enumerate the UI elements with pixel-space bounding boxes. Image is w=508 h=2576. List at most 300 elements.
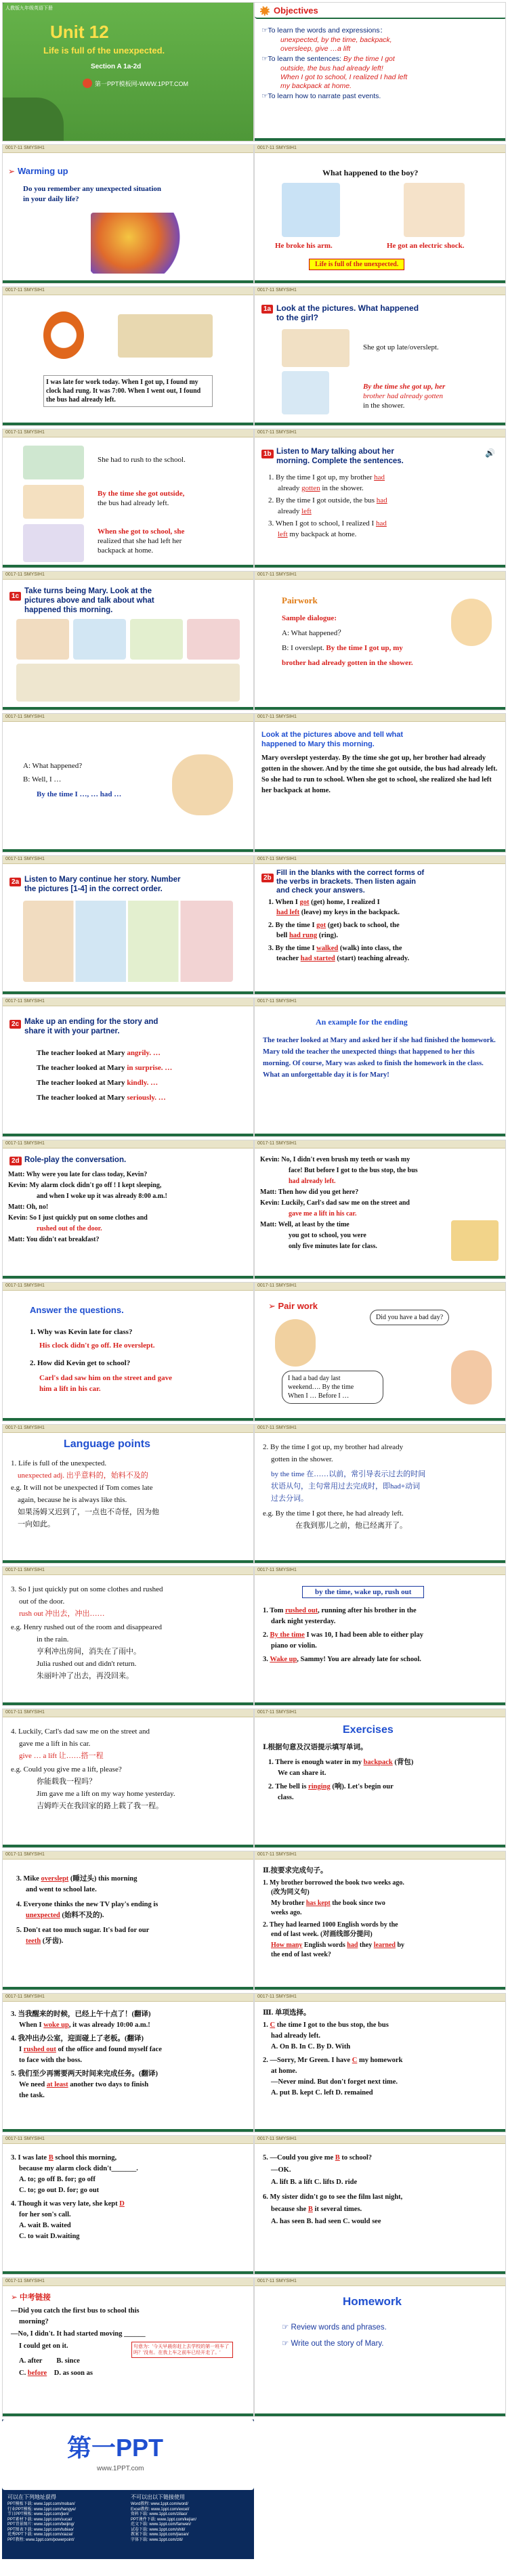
mc-1-options: A. On B. In C. By D. With [271, 2043, 351, 2051]
story-pictures [23, 901, 233, 982]
slide-warming-up[interactable] [2, 144, 254, 284]
slide-footer [3, 1276, 253, 1279]
answer-2a: Carl's dad saw him on the street and gave [39, 1374, 172, 1382]
slide-bar: 0017-11 SMYSIH1 [3, 2278, 253, 2286]
question-2: 2. How did Kevin get to school? [30, 1359, 131, 1367]
explanation-note: 句意为：'今天早晨你赶上去学校的第一班车了吗？'没有。在我上车之前车已经开走了。' [131, 2342, 233, 2358]
slide-sentences[interactable] [254, 1851, 506, 1990]
slide-footer [255, 1987, 505, 1990]
warming-question-1: Do you remember any unexpected situation [23, 185, 162, 193]
picture-3 [130, 619, 183, 660]
ro-6: 亨利冲出房间，消失在了雨中。 [37, 1648, 141, 1656]
credits-col2-head: 不可以出以下链接使用 [131, 2494, 185, 2500]
slide-title[interactable] [2, 2, 254, 142]
slide-bar: 0017-11 SMYSIH1 [255, 1140, 505, 1149]
slide-bar: 0017-11 SMYSIH1 [255, 856, 505, 864]
slide-bar: 0017-11 SMYSIH1 [3, 2136, 253, 2144]
mc-4: 4. Though it was very late, she kept D [11, 2200, 125, 2208]
exercises-title: Exercises [343, 1724, 394, 1736]
bt-4: 状语从句，主句常用过去完成时，即had+动词 [271, 1482, 421, 1490]
illustration-image [91, 213, 186, 274]
mc-3-options-2: C. to; go out D. for; go out [19, 2187, 100, 2194]
conv-15: you got to school, you were [289, 1232, 366, 1239]
objective-narrate: ☞To learn how to narrate past events. [261, 92, 381, 100]
slide-footer [255, 1276, 505, 1279]
slide-footer [3, 1845, 253, 1847]
example-paragraph: The teacher looked at Mary and asked her if she had finished the homework. Mary told the teacher the unexpected things that happened to her this morning. Of course, Mary was asked to finish the homework in the class. What an unforgettable day it is for Mary! [263, 1037, 496, 1079]
slide-multiple-choice[interactable] [254, 1993, 506, 2132]
mc-1: 1. C the time I got to the bus stop, the bus [263, 2021, 389, 2029]
mc-4-options-2: C. to wait D.waiting [19, 2233, 80, 2240]
slide-footer [255, 1845, 505, 1847]
gl-7: 吉姆昨天在我回家的路上载了我一程。 [37, 1802, 163, 1810]
slide-footer [3, 1702, 253, 1705]
site-logo: 第一PPT模板网-WWW.1PPT.COM [95, 81, 188, 87]
sample-dialogue-label: Sample dialogue: [282, 614, 337, 622]
slide-bar: 0017-11 SMYSIH1 [255, 1851, 505, 1860]
slide-footer [255, 280, 505, 283]
tag-2a: 2a [9, 878, 21, 886]
mc-5b: —OK. [271, 2166, 291, 2174]
conv-4: Matt: Oh, no! [8, 1203, 49, 1211]
conv-14: Matt: Well, at least by the time [260, 1221, 350, 1228]
tag-2d: 2d [9, 1157, 22, 1165]
ro-1: 3. So I just quickly put on some clothes and rushed [11, 1585, 163, 1593]
lp-2: unexpected adj. 出乎意料的，始料不及的 [18, 1472, 148, 1480]
mc-4b: for her son's call. [19, 2211, 71, 2218]
slide-phrase-fill[interactable] [254, 1566, 506, 1706]
slide-footer [255, 2271, 505, 2274]
gl-4: e.g. Could you give me a lift, please? [11, 1765, 122, 1774]
blank-1: 1. When I got (get) home, I realized I [268, 899, 380, 906]
credits-list-1: PPT模板下载: www.1ppt.com/moban/ 行业PPT模板: www.1ppt.com/hangye/ 节日PPT模板: www.1ppt.com/jieri/ PPT素材下载: www.1ppt.com/sucai/ PPT背景图片: www.1ppt.com/beijing/ PPT图表下载: www.1ppt.com/tubiao/ 优秀PPT下载: www.1ppt.com/xiazai/ PPT教程: www.1ppt.com/powerpoint/ [7, 2502, 77, 2542]
frame-b: B: Well, I … [23, 775, 62, 783]
answer-overslept: She got up late/overslept. [363, 343, 439, 351]
picture-1 [16, 619, 69, 660]
task-1a-title-2: to the girl? [276, 313, 318, 322]
slide-what-happened[interactable] [254, 144, 506, 284]
frame-a: A: What happened? [23, 762, 83, 770]
mc-5-options: A. lift B. a lift C. lifts D. ride [271, 2178, 358, 2186]
slide-footer [255, 1134, 505, 1136]
ending-3: The teacher looked at Mary kindly. … [37, 1079, 158, 1087]
el-4: I could get on it. [19, 2342, 68, 2350]
mc-2: 2. —Sorry, Mr Green. I have C my homework [263, 2057, 403, 2064]
objective-words: ☞To learn the words and expressions： [261, 26, 387, 35]
el-opt-1: A. after B. since [19, 2357, 80, 2365]
slide-2c[interactable] [2, 997, 254, 1137]
slide-footer [255, 991, 505, 994]
picture-row [16, 664, 240, 702]
blank-1b: had left (leave) my keys in the backpack. [276, 909, 400, 916]
conv-3: and when I woke up it was already 8:00 a.m.! [37, 1193, 167, 1200]
slide-bar: 0017-11 SMYSIH1 [3, 429, 253, 437]
objectives-title: Objectives [274, 5, 318, 16]
slide-answer-questions[interactable] [2, 1282, 254, 1421]
answer-1: His clock didn't go off. He overslept. [39, 1341, 155, 1350]
girl-image [451, 1350, 492, 1404]
el-3: —No, I didn't. It had started moving ______ [11, 2330, 146, 2338]
slide-bar: 0017-11 SMYSIH1 [3, 856, 253, 864]
mc-6-options: A. has seen B. had seen C. would see [271, 2218, 381, 2225]
slide-pair-work[interactable] [254, 1282, 506, 1421]
tell-title-2: happened to Mary this morning. [261, 740, 375, 748]
mc-6b: because she B it several times. [271, 2206, 362, 2213]
slide-bar: 0017-11 SMYSIH1 [3, 1994, 253, 2002]
classroom-image [23, 524, 84, 562]
unit-title: Unit 12 [50, 22, 109, 42]
alarm-clock-image [43, 312, 84, 359]
section-label: Section A 1a-2d [91, 63, 142, 70]
slide-late-for-work[interactable] [2, 286, 254, 426]
pf-3: 3. Wake up, Sammy! You are already late for school. [263, 1656, 421, 1663]
slide-bar: 0017-11 SMYSIH1 [255, 1994, 505, 2002]
electric-shock-image [404, 183, 465, 237]
homework-title: Homework [343, 2295, 402, 2308]
slide-bar: 0017-11 SMYSIH1 [255, 145, 505, 153]
mc-3-options-1: A. to; go off B. for; go off [19, 2176, 96, 2183]
sent-1: 1. My brother borrowed the book two weeks ago. [263, 1879, 404, 1887]
conv-2: Kevin: My alarm clock didn't go off ! I kept sleeping, [8, 1182, 162, 1189]
task-1c-title-1: Take turns being Mary. Look at the [24, 587, 152, 595]
tr-3b: the task. [19, 2092, 45, 2099]
bus-image [118, 314, 213, 358]
bus-left-image [23, 485, 84, 519]
ex-3b: and went to school late. [26, 1886, 97, 1893]
boy-image [275, 1319, 316, 1367]
homework-2: ☞ Write out the story of Mary. [282, 2340, 384, 2348]
fill-2b: already left [278, 507, 312, 515]
slide-bar: 0017-11 SMYSIH1 [255, 1425, 505, 1433]
slide-bar: 0017-11 SMYSIH1 [3, 1283, 253, 1291]
tr-2b: to face with the boss. [19, 2057, 83, 2064]
bubble-question: Did you have a bad day? [370, 1310, 449, 1325]
tr-3a: We need at least another two days to finish [19, 2081, 149, 2088]
ro-3: rush out 冲出去，冲出…… [19, 1610, 105, 1618]
slide-translate[interactable] [2, 1993, 254, 2132]
slide-credits[interactable] [2, 2420, 254, 2559]
slide-bar: 0017-11 SMYSIH1 [3, 1140, 253, 1149]
mc-3: 3. I was late B school this morning, [11, 2154, 117, 2162]
tr-3: 5. 我们至少再需要两天时间来完成任务。(翻译) [11, 2070, 158, 2078]
language-points-title: Language points [64, 1438, 150, 1450]
picture-4 [187, 619, 240, 660]
bubble-answer: I had a bad day last weekend…. By the time When I … Before I … [282, 1371, 383, 1404]
answer-broke-arm: He broke his arm. [275, 242, 333, 250]
slide-by-the-time[interactable] [254, 1424, 506, 1564]
slide-bar: 0017-11 SMYSIH1 [3, 714, 253, 722]
blank-2: 2. By the time I got (get) back to school, the [268, 922, 400, 929]
sent-1b: (改为同义句) [271, 1889, 310, 1896]
slide-pairwork[interactable] [254, 571, 506, 710]
school-line-3: backpack at home. [98, 546, 154, 555]
slide-bar: 0017-11 SMYSIH1 [3, 1709, 253, 1717]
slide-2b[interactable] [254, 855, 506, 995]
mc-1b: had already left. [271, 2032, 321, 2040]
objective-sentence-3: my backpack at home. [280, 82, 352, 90]
slide-bar: 0017-11 SMYSIH1 [255, 1709, 505, 1717]
fill-3b: left my backpack at home. [278, 530, 357, 538]
arrow-icon: ➢ [8, 167, 16, 176]
gear-icon [260, 6, 270, 16]
slide-2d-cont[interactable] [254, 1140, 506, 1279]
slide-bar: 0017-11 SMYSIH1 [255, 2136, 505, 2144]
pf-2b: piano or violin. [271, 1642, 317, 1650]
task-2c-title-2: share it with your partner. [24, 1027, 120, 1035]
ex-4b: unexpected (始料不及的). [26, 1912, 104, 1919]
lp-5: 如果汤姆又迟到了，一点也不奇怪，因为他 [18, 1508, 159, 1516]
slide-footer [3, 991, 253, 994]
slide-footer [3, 2271, 253, 2274]
bt-6: e.g. By the time I got there, he had already left. [263, 1509, 404, 1518]
task-2a-title-1: Listen to Mary continue her story. Number [24, 876, 181, 884]
ex-2: 2. The bell is ringing (响). Let's begin our [268, 1783, 394, 1790]
girl-bed-image [282, 329, 350, 367]
pf-2: 2. By the time I was 10, I had been able to either play [263, 1631, 423, 1639]
slide-footer [3, 1134, 253, 1136]
task-1b-title-2: morning. Complete the sentences. [276, 457, 404, 465]
bt-2: gotten in the shower. [271, 1455, 333, 1463]
pair-work-title: ➢ Pair work [268, 1301, 318, 1311]
answer-title: Answer the questions. [30, 1305, 124, 1315]
bus-line-1: By the time she got outside, [98, 490, 185, 498]
slide-bar: 0017-11 SMYSIH1 [255, 1567, 505, 1575]
ro-4: e.g. Henry rushed out of the room and disappeared [11, 1623, 162, 1631]
slide-dialogue-frame[interactable] [2, 713, 254, 853]
exam-link-title: ➢ 中考链接 [11, 2294, 51, 2302]
slide-footer [3, 280, 253, 283]
slide-bar: 0017-11 SMYSIH1 [3, 287, 253, 295]
slide-language-points[interactable] [2, 1424, 254, 1564]
slide-2a[interactable] [2, 855, 254, 995]
gl-2: gave me a lift in his car. [19, 1740, 91, 1748]
slide-footer [3, 1418, 253, 1421]
slide-multiple-choice-3[interactable] [254, 2135, 506, 2275]
ppt-site: www.1PPT.com [97, 2465, 144, 2472]
tr-2a: I rushed out of the office and found myself face [19, 2046, 162, 2053]
students-image [172, 754, 233, 815]
task-2c-title-1: Make up an ending for the story and [24, 1018, 158, 1026]
mc-2-options: A. put B. kept C. left D. remained [271, 2089, 373, 2097]
slide-1c[interactable] [2, 571, 254, 710]
tr-2: 4. 我冲出办公室，迎面碰上了老板。(翻译) [11, 2035, 144, 2042]
objective-sentence-1: outside, the bus had already left! [280, 64, 383, 72]
slide-bar: 0017-11 SMYSIH1 [3, 998, 253, 1006]
slide-example-ending[interactable] [254, 997, 506, 1137]
slide-footer [3, 849, 253, 852]
slide-footer [3, 1987, 253, 1990]
ppt-logo: 第一PPT [67, 2434, 164, 2462]
el-opt-2: C. before D. as soon as [19, 2369, 93, 2377]
example-title: An example for the ending [316, 1017, 408, 1027]
bt-5: 过去分词。 [271, 1495, 308, 1503]
mc-6: 6. My sister didn't go to see the film last night, [263, 2193, 403, 2201]
answer-line-3: in the shower. [363, 402, 405, 410]
slide-bar: 0017-11 SMYSIH1 [3, 1425, 253, 1433]
blank-3: 3. By the time I walked (walk) into class, the [268, 945, 402, 952]
theme-box: Life is full of the unexpected. [309, 259, 404, 270]
objective-sentences: ☞To learn the sentences: By the time I got [261, 55, 395, 63]
conv-1: Matt: Why were you late for class today, Kevin? [8, 1171, 148, 1178]
mc-section: Ⅲ. 单项选择。 [263, 2009, 311, 2017]
slide-1b[interactable] [254, 429, 506, 568]
logo-icon [83, 79, 92, 88]
slide-give-a-lift[interactable] [2, 1709, 254, 1848]
sent-2: 2. They had learned 1000 English words by the [263, 1921, 398, 1929]
sent-section: Ⅱ.按要求完成句子。 [263, 1867, 328, 1874]
slide-exercises[interactable] [254, 1709, 506, 1848]
warming-question-2: in your daily life? [23, 195, 79, 203]
blank-2b: bell had rung (ring). [276, 932, 339, 939]
task-2b-title-3: and check your answers. [276, 886, 365, 895]
lp-4: again, because he is always like this. [18, 1496, 127, 1504]
dialogue-a: A: What happened？ [282, 629, 345, 637]
slide-exam-link[interactable] [2, 2277, 254, 2417]
slide-rush-out[interactable] [2, 1566, 254, 1706]
ending-2: The teacher looked at Mary in surprise. … [37, 1064, 173, 1072]
rush-line: She had to rush to the school. [98, 456, 186, 464]
slide-bar: 0017-11 SMYSIH1 [255, 429, 505, 437]
slide-bar: 0017-11 SMYSIH1 [255, 1283, 505, 1291]
ro-2: out of the door. [19, 1597, 65, 1606]
credits-col1-head: 可以在下列地址获得 [7, 2494, 56, 2500]
phrase-box: by the time, wake up, rush out [302, 1586, 424, 1598]
slide-bar: 0017-11 SMYSIH1 [255, 998, 505, 1006]
slide-footer [255, 565, 505, 567]
pairwork-title: Pairwork [282, 595, 318, 605]
ro-7: Julia rushed out and didn't return. [37, 1660, 137, 1668]
tag-1c: 1c [9, 592, 21, 601]
conv-7: Matt: You didn't eat breakfast? [8, 1236, 100, 1243]
el-2: morning? [19, 2318, 49, 2325]
slide-footer [255, 1560, 505, 1563]
ro-5: in the rain. [37, 1635, 69, 1644]
objective-words-list-2: oversleep, give …a lift [280, 45, 351, 53]
conv-11: Matt: Then how did you get here? [260, 1188, 359, 1196]
ex-2b: class. [278, 1794, 294, 1801]
conv-16: only five minutes late for class. [289, 1243, 377, 1250]
slide-footer [3, 1560, 253, 1563]
el-1: —Did you catch the first bus to school this [11, 2307, 140, 2315]
slide-exercises-2[interactable] [2, 1851, 254, 1990]
task-2a-title-2: the pictures [1-4] in the correct order. [24, 885, 163, 893]
slide-homework[interactable] [254, 2277, 506, 2417]
ex-5: 5. Don't eat too much sugar. It's bad for our [16, 1927, 150, 1934]
blank-3b: teacher had started (start) teaching already. [276, 955, 410, 962]
slide-footer [255, 1418, 505, 1421]
fill-1: 1. By the time I got up, my brother had [268, 473, 385, 481]
picture-2 [73, 619, 126, 660]
slide-multiple-choice-2[interactable] [2, 2135, 254, 2275]
school-line-2: realized that she had left her [98, 537, 182, 545]
conv-8: Kevin: No, I didn't even brush my teeth or wash my [260, 1156, 410, 1163]
answer-line-2: brother had already gotten [363, 392, 444, 400]
pf-1: 1. Tom rushed out, running after his brother in the [263, 1607, 417, 1614]
slide-bar: 0017-11 SMYSIH1 [3, 572, 253, 580]
ex-section-1: Ⅰ.根据句意及汉语提示填写单词。 [263, 1744, 368, 1751]
conv-6: rushed out of the door. [37, 1225, 102, 1232]
fill-1b: already gotten in the shower. [278, 484, 364, 492]
ex-3: 3. Mike overslept (睡过头) this morning [16, 1875, 137, 1883]
mc-2c: —Never mind. But don't forget next time. [271, 2078, 398, 2086]
objective-sentence-2: When I got to school, I realized I had left [280, 73, 408, 81]
slide-1a[interactable] [254, 286, 506, 426]
slide-footer [255, 423, 505, 425]
ro-8: 朱丽叶冲了出去，再没回来。 [37, 1672, 133, 1680]
sent-2c: How many English words had they learned by [271, 1941, 405, 1949]
task-1c-title-2: pictures above and talk about what [24, 597, 154, 605]
tag-2b: 2b [261, 874, 274, 882]
ending-1: The teacher looked at Mary angrily. … [37, 1049, 161, 1057]
slide-rush[interactable] [2, 429, 254, 568]
sent-1d: weeks ago. [271, 1909, 302, 1916]
mc-4-options-1: A. wait B. waited [19, 2222, 71, 2229]
slide-bar: 0017-11 SMYSIH1 [3, 1851, 253, 1860]
slide-2d[interactable] [2, 1140, 254, 1279]
bt-3: by the time 在……以前，常引导表示过去的时间 [271, 1470, 426, 1478]
task-1a-title-1: Look at the pictures. What happened [276, 303, 419, 313]
tag-1b: 1b [261, 450, 274, 458]
slide-objectives[interactable] [254, 2, 506, 142]
mc-2b: at home. [271, 2067, 297, 2075]
late-story-text: I was late for work today. When I got up, I found my clock had rung. It was 7:00. When I went out, I found the bus had already left. [43, 375, 213, 407]
question-1: 1. Why was Kevin late for class? [30, 1328, 133, 1336]
answer-electric-shock: He got an electric shock. [387, 242, 465, 250]
ex-5b: teeth (牙齿). [26, 1937, 64, 1945]
mc-5: 5. —Could you give me B to school? [263, 2154, 373, 2162]
speaker-icon[interactable]: 🔊 [485, 448, 495, 458]
lp-3: e.g. It will not be unexpected if Tom comes late [11, 1484, 153, 1492]
slide-bar: 0017-11 SMYSIH1 [255, 714, 505, 722]
broken-arm-image [282, 183, 340, 237]
sent-1c: My brother has kept the book since two [271, 1899, 385, 1907]
mc-3b: because my alarm clock didn't_______. [19, 2165, 138, 2172]
school-bus-image [451, 1220, 499, 1261]
kids-image [451, 599, 492, 646]
lp-6: 一向如此。 [18, 1520, 55, 1528]
slide-footer [3, 423, 253, 425]
slide-footer [255, 2413, 505, 2416]
task-2b-title-2: the verbs in brackets. Then listen again [276, 878, 417, 886]
slide-footer [255, 707, 505, 710]
slide-bar: 0017-11 SMYSIH1 [3, 1567, 253, 1575]
credits-list-2: Word教程: www.1ppt.com/word/ Excel教程: www.1ppt.com/excel/ 资料下载: www.1ppt.com/ziliao/ PPT课件下载: www.1ppt.com/kejian/ 范文下载: www.1ppt.com/fanwen/ 试卷下载: www.1ppt.com/shiti/ 教案下载: www.1ppt.com/jiaoan/ 字体下载: www.1ppt.com/ziti/ [131, 2502, 197, 2542]
dialogue-b2: brother had already gotten in the shower. [282, 659, 413, 667]
slide-footer [3, 707, 253, 710]
homework-1: ☞ Review words and phrases. [282, 2323, 387, 2332]
warming-up-title: Warming up [18, 166, 68, 176]
slide-bar: 0017-11 SMYSIH1 [255, 572, 505, 580]
frame-c: By the time I …, … had … [37, 790, 122, 798]
task-2d-title: Role-play the conversation. [24, 1156, 127, 1164]
ending-4: The teacher looked at Mary seriously. … [37, 1094, 166, 1102]
bus-line-2: the bus had already left. [98, 499, 169, 507]
slide-tell-story[interactable] [254, 713, 506, 853]
slide-footer [255, 2129, 505, 2132]
objective-words-list-1: unexpected, by the time, backpack, [280, 36, 392, 44]
rushing-image [23, 446, 84, 479]
ex-1b: We can share it. [278, 1769, 326, 1777]
task-1b-title-1: Listen to Mary talking about her [276, 448, 394, 456]
lp-1: 1. Life is full of the unexpected. [11, 1459, 107, 1467]
slide-footer [255, 1702, 505, 1705]
story-paragraph: Mary overslept yesterday. By the time she got up, her brother had already gotten in the shower. And by the time she got outside, the bus had already left. So she had to run to school. When she got to school, she realized she had left her backpack at home. [261, 754, 498, 794]
pf-1b: dark night yesterday. [271, 1618, 336, 1625]
gl-5: 你能载我一程吗？ [37, 1778, 96, 1786]
gl-6: Jim gave me a lift on my way home yesterday. [37, 1790, 175, 1798]
boy-question: What happened to the boy? [322, 168, 419, 177]
conv-10: had already left. [289, 1178, 336, 1185]
